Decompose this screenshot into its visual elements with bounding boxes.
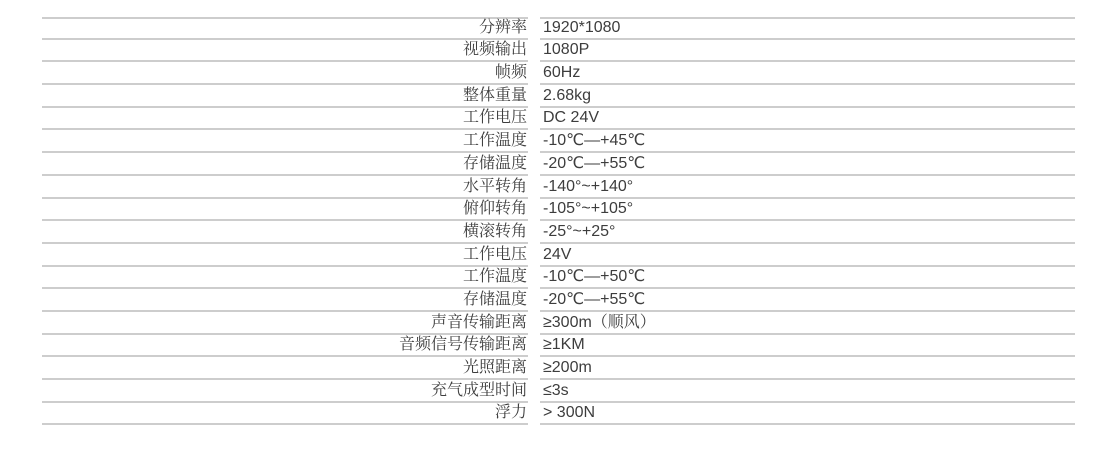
row-filler [750,357,1075,380]
spec-table [42,17,1075,425]
spec-label: 充气成型时间 [42,380,528,403]
column-gap [528,40,540,63]
column-gap [528,357,540,380]
row-filler [750,403,1075,426]
row-filler [750,335,1075,358]
spec-label: 俯仰转角 [42,199,528,222]
column-gap [528,17,540,40]
spec-value: -20℃—+55℃ [540,289,750,312]
spec-row [42,176,1075,199]
spec-row [42,380,1075,403]
spec-row [42,244,1075,267]
spec-label: 光照距离 [42,357,528,380]
column-gap [528,221,540,244]
column-gap [528,289,540,312]
row-filler [750,380,1075,403]
row-filler [750,244,1075,267]
spec-value: -140°~+140° [540,176,750,199]
spec-value: > 300N [540,403,750,426]
spec-row [42,221,1075,244]
spec-row [42,153,1075,176]
row-filler [750,62,1075,85]
spec-value: 24V [540,244,750,267]
spec-value: -20℃—+55℃ [540,153,750,176]
spec-label: 水平转角 [42,176,528,199]
column-gap [528,403,540,426]
spec-value: 1080P [540,40,750,63]
spec-label: 音频信号传输距离 [42,335,528,358]
column-gap [528,244,540,267]
spec-label: 整体重量 [42,85,528,108]
spec-label: 浮力 [42,403,528,426]
row-filler [750,176,1075,199]
column-gap [528,267,540,290]
spec-value: -10℃—+45℃ [540,130,750,153]
spec-row [42,17,1075,40]
spec-value: DC 24V [540,108,750,131]
spec-value: ≥200m [540,357,750,380]
row-filler [750,221,1075,244]
spec-row [42,40,1075,63]
spec-value: ≥300m（顺风） [540,312,750,335]
row-filler [750,17,1075,40]
row-filler [750,40,1075,63]
spec-row [42,335,1075,358]
spec-label: 分辨率 [42,17,528,40]
spec-row [42,62,1075,85]
spec-row [42,403,1075,426]
column-gap [528,62,540,85]
spec-label: 横滚转角 [42,221,528,244]
column-gap [528,85,540,108]
column-gap [528,153,540,176]
spec-label: 声音传输距离 [42,312,528,335]
spec-label: 工作电压 [42,244,528,267]
spec-row [42,357,1075,380]
spec-value: -105°~+105° [540,199,750,222]
spec-label: 存储温度 [42,153,528,176]
spec-label: 工作电压 [42,108,528,131]
spec-value: ≤3s [540,380,750,403]
column-gap [528,130,540,153]
column-gap [528,335,540,358]
column-gap [528,176,540,199]
spec-value: 2.68kg [540,85,750,108]
row-filler [750,267,1075,290]
spec-label: 存储温度 [42,289,528,312]
column-gap [528,108,540,131]
spec-row [42,130,1075,153]
row-filler [750,289,1075,312]
spec-value: -25°~+25° [540,221,750,244]
row-filler [750,312,1075,335]
spec-row [42,108,1075,131]
spec-label: 工作温度 [42,130,528,153]
spec-row [42,267,1075,290]
row-filler [750,108,1075,131]
spec-row [42,312,1075,335]
spec-row [42,199,1075,222]
spec-value: 60Hz [540,62,750,85]
column-gap [528,199,540,222]
row-filler [750,130,1075,153]
row-filler [750,85,1075,108]
spec-label: 工作温度 [42,267,528,290]
spec-row [42,289,1075,312]
spec-value: 1920*1080 [540,17,750,40]
spec-value: ≥1KM [540,335,750,358]
spec-value: -10℃—+50℃ [540,267,750,290]
row-filler [750,199,1075,222]
column-gap [528,312,540,335]
spec-label: 帧频 [42,62,528,85]
spec-label: 视频输出 [42,40,528,63]
column-gap [528,380,540,403]
row-filler [750,153,1075,176]
spec-row [42,85,1075,108]
